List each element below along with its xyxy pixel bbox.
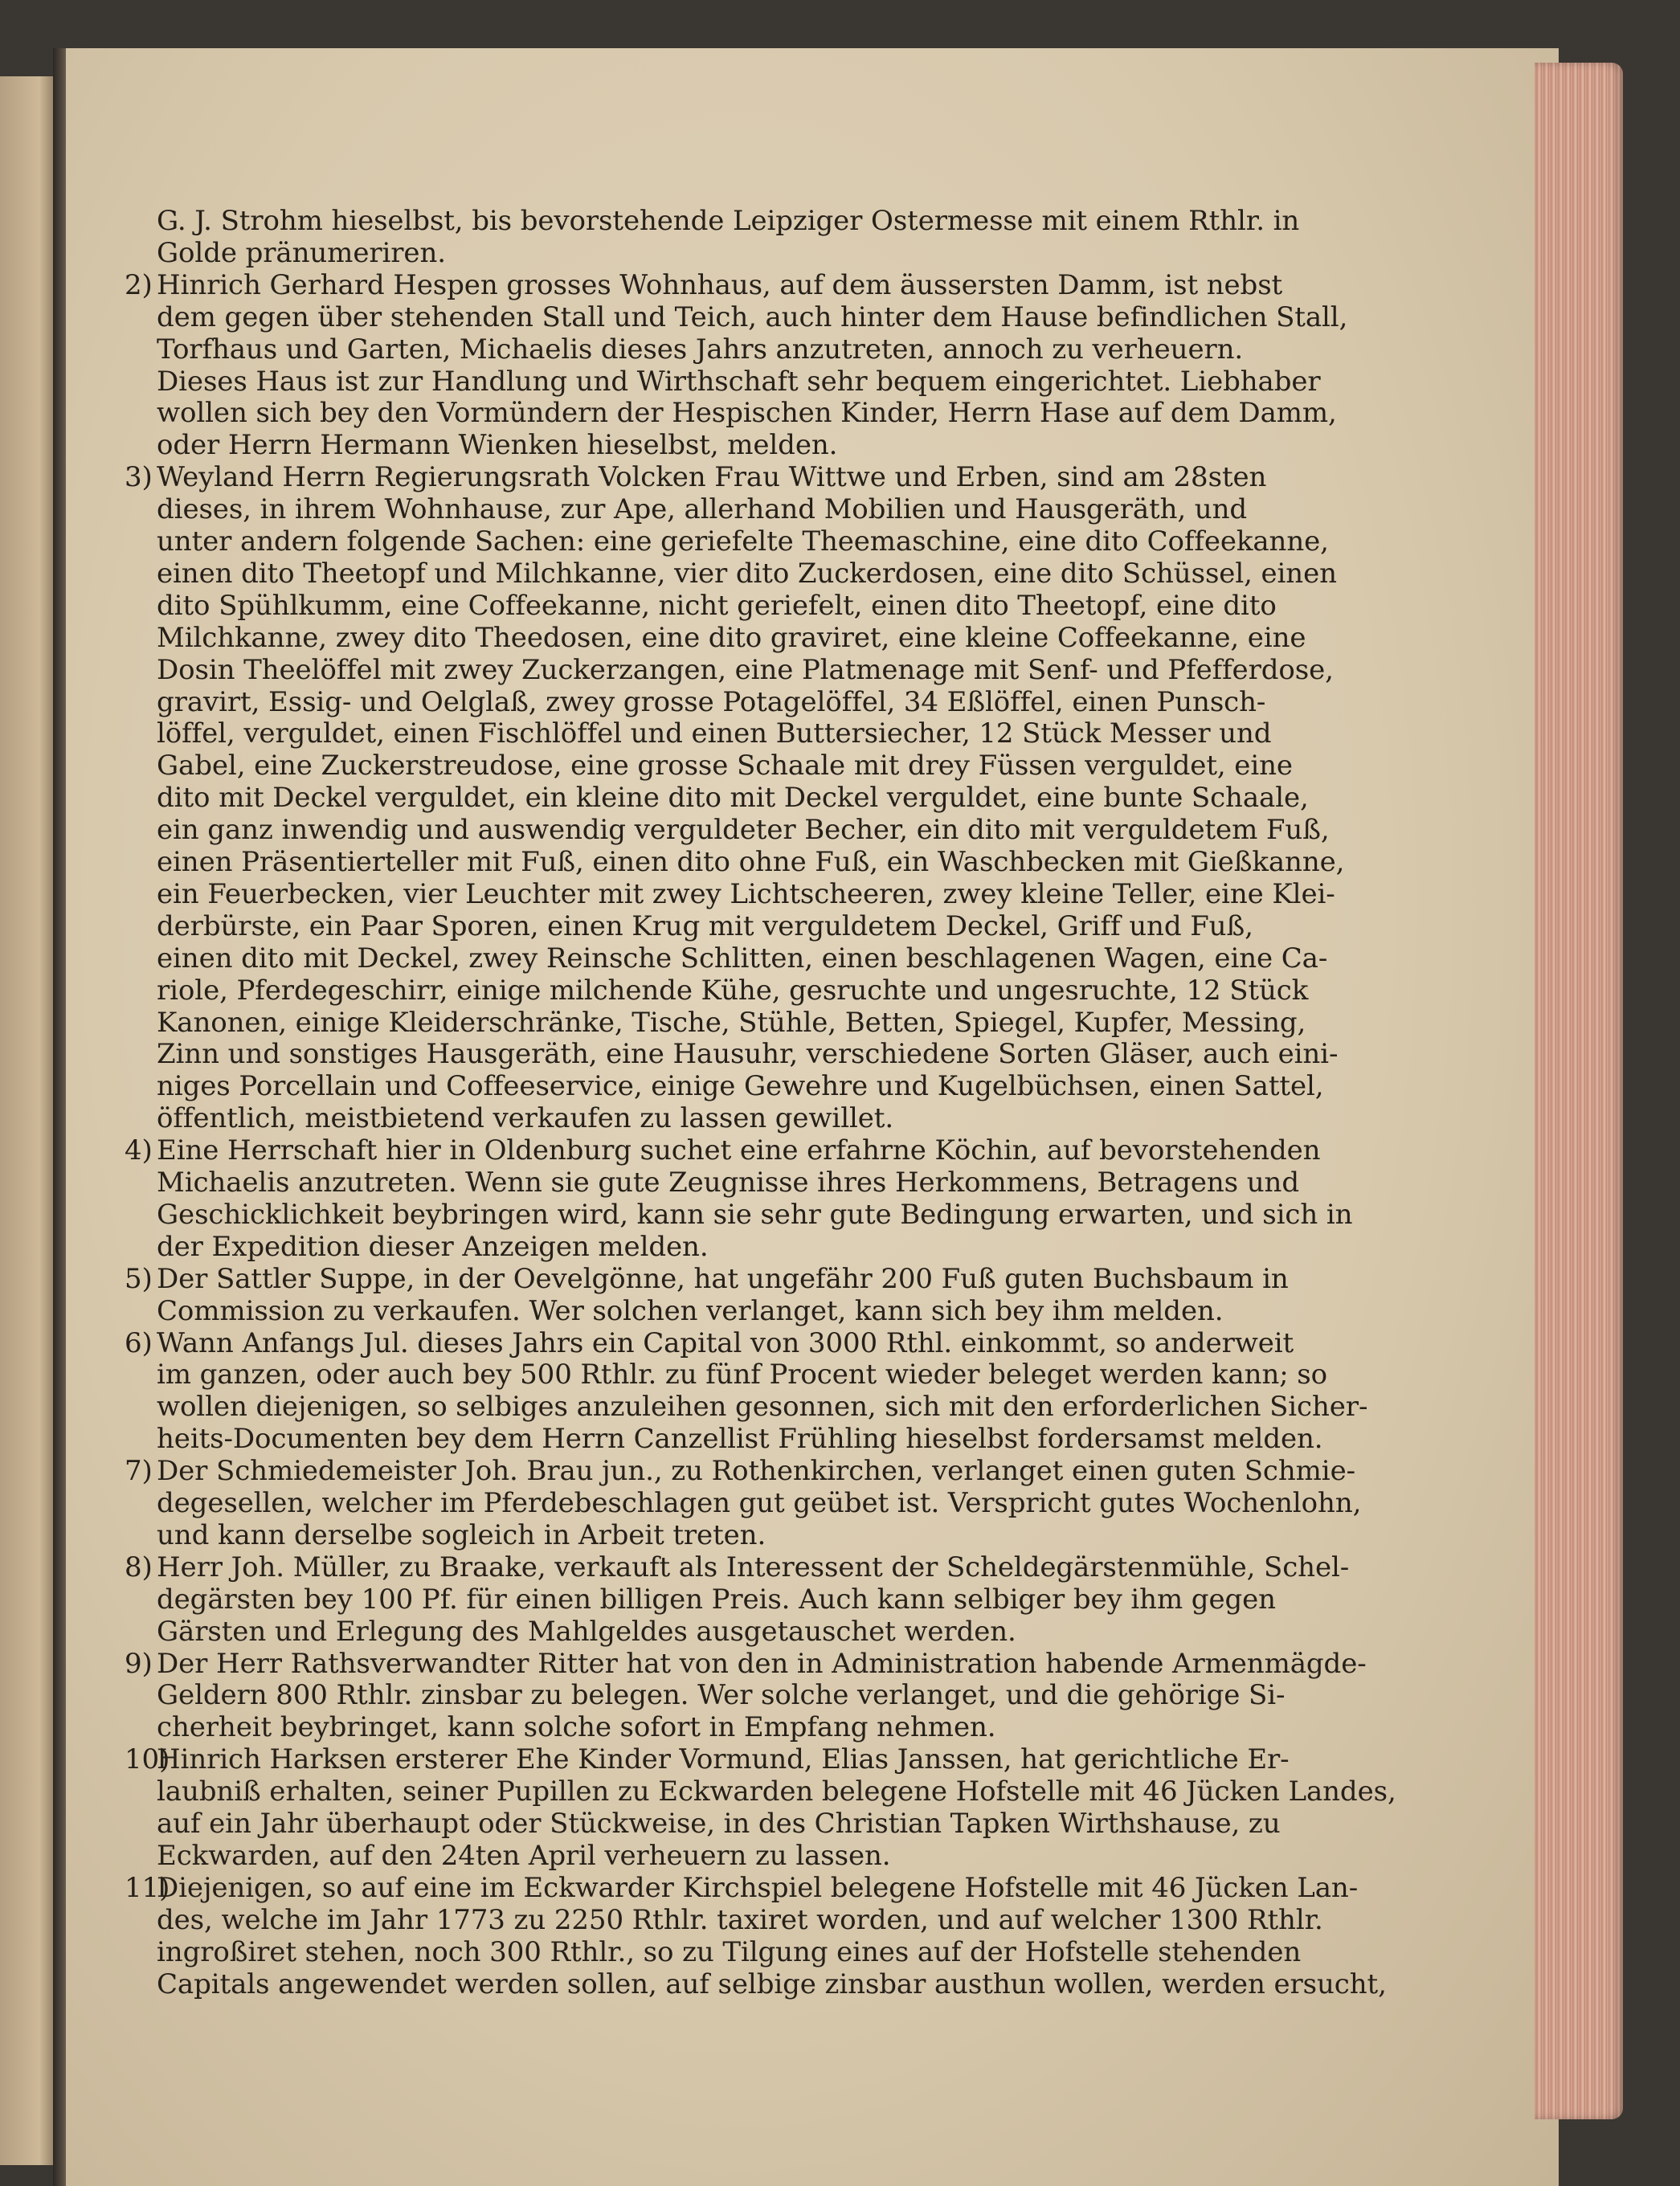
line-text: Eckwarden, auf den 24ten April verheuern zu lassen. — [157, 1839, 891, 1872]
line-text: Michaelis anzutreten. Wenn sie gute Zeugnisse ihres Herkommens, Betragens und — [157, 1167, 1299, 1199]
line-text: Dosin Theelöffel mit zwey Zuckerzangen, eine Platmenage mit Senf- und Pfefferdose, — [157, 653, 1334, 686]
line-text: Herr Joh. Müller, zu Braake, verkauft als Interessent der Scheldegärstenmühle, Schel- — [157, 1551, 1350, 1583]
item-number: 10) — [125, 1743, 170, 1776]
line-text: heits-Documenten bey dem Herrn Canzellist Frühling hieselbst fordersamst melden. — [157, 1423, 1323, 1456]
line-text: Weyland Herrn Regierungsrath Volcken Frau Wittwe und Erben, sind am 28sten — [157, 461, 1267, 494]
line-text: Kanonen, einige Kleiderschränke, Tische, Stühle, Betten, Spiegel, Kupfer, Messing, — [157, 1006, 1306, 1039]
item-number: 9) — [125, 1647, 153, 1680]
item-number: 4) — [125, 1134, 153, 1167]
line-text: ein Feuerbecken, vier Leuchter mit zwey Lichtscheeren, zwey kleine Teller, eine Klei- — [157, 877, 1335, 910]
line-text: wollen diejenigen, so selbiges anzuleihen gesonnen, sich mit den erforderlichen Sicher- — [157, 1391, 1368, 1424]
line-text: laubniß erhalten, seiner Pupillen zu Eckwarden belegene Hofstelle mit 46 Jücken Landes, — [157, 1775, 1396, 1808]
line-text: im ganzen, oder auch bey 500 Rthlr. zu fünf Procent wieder beleget werden kann; so — [157, 1359, 1328, 1391]
line-text: ingroßiret stehen, noch 300 Rthlr., so zu Tilgung eines auf der Hofstelle stehenden — [157, 1935, 1302, 1968]
line-text: einen dito Theetopf und Milchkanne, vier dito Zuckerdosen, eine dito Schüssel, einen — [157, 557, 1337, 590]
line-text: und kann derselbe sogleich in Arbeit treten. — [157, 1518, 766, 1551]
line-text: Torfhaus und Garten, Michaelis dieses Jahrs anzutreten, annoch zu verheuern. — [157, 333, 1244, 366]
line-text: Zinn und sonstiges Hausgeräth, eine Hausuhr, verschiedene Sorten Gläser, auch eini- — [157, 1038, 1339, 1071]
announcements-text — [125, 202, 1396, 2002]
line-text: Der Schmiedemeister Joh. Brau jun., zu Rothenkirchen, verlanget einen guten Schmie- — [157, 1455, 1355, 1488]
line-text: wollen sich bey den Vormündern der Hespischen Kinder, Herrn Hase auf dem Damm, — [157, 397, 1337, 430]
line-text: Milchkanne, zwey dito Theedosen, eine dito graviret, eine kleine Coffeekanne, eine — [157, 621, 1306, 654]
line-text: derbürste, ein Paar Sporen, einen Krug mit verguldetem Deckel, Griff und Fuß, — [157, 909, 1253, 942]
line-text: dieses, in ihrem Wohnhause, zur Ape, allerhand Mobilien und Hausgeräth, und — [157, 493, 1248, 526]
line-text: Diejenigen, so auf eine im Eckwarder Kirchspiel belegene Hofstelle mit 46 Jücken Lan- — [157, 1871, 1359, 1904]
line-text: dito Spühlkumm, eine Coffeekanne, nicht geriefelt, einen dito Theetopf, eine dito — [157, 589, 1277, 622]
line-text: unter andern folgende Sachen: eine geriefelte Theemaschine, eine dito Coffeekanne, — [157, 525, 1329, 558]
line-text: Capitals angewendet werden sollen, auf selbige zinsbar austhun wollen, werden ersucht, — [157, 1967, 1387, 2000]
item-number: 6) — [125, 1326, 153, 1359]
item-number: 8) — [125, 1551, 153, 1583]
line-text: dito mit Deckel verguldet, ein kleine dito mit Deckel verguldet, eine bunte Schaale, — [157, 782, 1309, 815]
line-text: Der Sattler Suppe, in der Oevelgönne, hat ungefähr 200 Fuß guten Buchsbaum in — [157, 1262, 1289, 1295]
line-text: einen Präsentierteller mit Fuß, einen dito ohne Fuß, ein Waschbecken mit Gießkanne, — [157, 846, 1345, 878]
line-text: ein ganz inwendig und auswendig verguldeter Becher, ein dito mit verguldetem Fuß, — [157, 814, 1330, 847]
line-text: degesellen, welcher im Pferdebeschlagen gut geübet ist. Verspricht gutes Wochenlohn, — [157, 1487, 1362, 1519]
line-text: Geschicklichkeit beybringen wird, kann sie sehr gute Bedingung erwarten, und sich in — [157, 1198, 1353, 1231]
item-number: 11) — [125, 1871, 170, 1904]
line-text: einen dito mit Deckel, zwey Reinsche Schlitten, einen beschlagenen Wagen, eine Ca- — [157, 942, 1328, 975]
line-text: Hinrich Harksen ersterer Ehe Kinder Vormund, Elias Janssen, hat gerichtliche Er- — [157, 1743, 1290, 1776]
item-number: 2) — [125, 268, 153, 301]
line-text: Wann Anfangs Jul. dieses Jahrs ein Capital von 3000 Rthl. einkommt, so anderweit — [157, 1326, 1294, 1359]
line-text: Golde pränumeriren. — [157, 236, 446, 269]
item-number: 7) — [125, 1455, 153, 1488]
line-text: dem gegen über stehenden Stall und Teich, auch hinter dem Hause befindlichen Stall, — [157, 300, 1348, 333]
line-text: Gabel, eine Zuckerstreudose, eine grosse Schaale mit drey Füssen verguldet, eine — [157, 750, 1293, 782]
item-number: 5) — [125, 1262, 153, 1295]
line-text: oder Herrn Hermann Wienken hieselbst, melden. — [157, 429, 838, 462]
line-text: Geldern 800 Rthlr. zinsbar zu belegen. Wer solche verlanget, und die gehörige Si- — [157, 1679, 1286, 1712]
line-text: auf ein Jahr überhaupt oder Stückweise, in des Christian Tapken Wirthshause, zu — [157, 1808, 1281, 1840]
line-text: Gärsten und Erlegung des Mahlgeldes ausgetauschet werden. — [157, 1615, 1016, 1648]
line-text: degärsten bey 100 Pf. für einen billigen Preis. Auch kann selbiger bey ihm gegen — [157, 1583, 1276, 1616]
line-text: niges Porcellain und Coffeeservice, einige Gewehre und Kugelbüchsen, einen Sattel, — [157, 1070, 1324, 1103]
line-text: Hinrich Gerhard Hespen grosses Wohnhaus, auf dem äussersten Damm, ist nebst — [157, 268, 1283, 301]
line-text: cherheit beybringet, kann solche sofort in Empfang nehmen. — [157, 1711, 996, 1744]
line-text: Der Herr Rathsverwandter Ritter hat von den in Administration habende Armenmägde- — [157, 1647, 1367, 1680]
item-number: 3) — [125, 461, 153, 494]
line-text: Dieses Haus ist zur Handlung und Wirthschaft sehr bequem eingerichtet. Liebhaber — [157, 365, 1321, 398]
left-page-edge — [0, 76, 56, 2165]
page-edges — [1535, 63, 1623, 2119]
line-text: löffel, verguldet, einen Fischlöffel und einen Buttersiecher, 12 Stück Messer und — [157, 717, 1272, 750]
line-text: des, welche im Jahr 1773 zu 2250 Rthlr. taxiret worden, und auf welcher 1300 Rthlr. — [157, 1903, 1323, 1936]
line-text: riole, Pferdegeschirr, einige milchende Kühe, gesruchte und ungesruchte, 12 Stück — [157, 974, 1309, 1007]
line-text: G. J. Strohm hieselbst, bis bevorstehende Leipziger Ostermesse mit einem Rthlr. in — [157, 205, 1300, 237]
line-text: Commission zu verkaufen. Wer solchen verlanget, kann sich bey ihm melden. — [157, 1294, 1224, 1327]
text-line — [157, 1966, 1387, 2003]
line-text: gravirt, Essig- und Oelglaß, zwey grosse Potagelöffel, 34 Eßlöffel, einen Punsch- — [157, 685, 1266, 718]
line-text: der Expedition dieser Anzeigen melden. — [157, 1230, 709, 1263]
line-text: Eine Herrschaft hier in Oldenburg suchet eine erfahrne Köchin, auf bevorstehenden — [157, 1134, 1321, 1167]
line-text: öffentlich, meistbietend verkaufen zu lassen gewillet. — [157, 1102, 894, 1135]
